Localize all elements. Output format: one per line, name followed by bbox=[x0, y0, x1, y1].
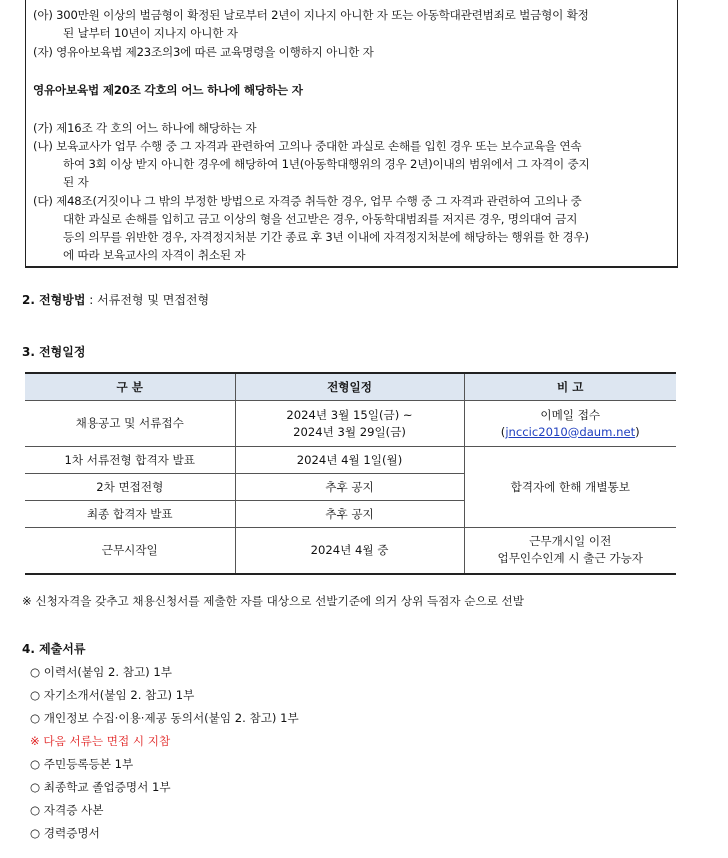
section-4-title: 4. 제출서류 bbox=[22, 642, 86, 656]
row-date: 2024년 4월 중 bbox=[235, 528, 464, 574]
row-label: 채용공고 및 서류접수 bbox=[25, 401, 235, 447]
section-2-screening-method bbox=[22, 291, 209, 308]
item-da-cont-1: 대한 과실로 손해를 입히고 금고 이상의 형을 선고받은 경우, 아동학대범죄를 저지른 경우, 명의대여 금지 bbox=[63, 212, 578, 226]
selection-footnote: ※ 신청자격을 갖추고 채용신청서를 제출한 자를 대상으로 선발기준에 의거 상위 득점자 순으로 선발 bbox=[22, 594, 524, 608]
section-2-title: 2. 전형방법 bbox=[22, 293, 86, 307]
row-note bbox=[464, 528, 676, 574]
document-item: ○ 경력증명서 bbox=[30, 826, 100, 840]
clause-a: (아) 300만원 이상의 벌금형이 확정된 날로부터 2년이 지나지 아니한 자 또는 아동학대관련범죄로 벌금형이 확정 bbox=[33, 8, 589, 22]
document-item: ○ 자격증 사본 bbox=[30, 803, 104, 817]
date-end: 2024년 3월 29일(금) bbox=[293, 424, 406, 439]
header-category: 구 분 bbox=[25, 373, 235, 401]
row-label: 2차 면접전형 bbox=[25, 474, 235, 501]
article20-heading: 영유아보육법 제20조 각호의 어느 하나에 해당하는 자 bbox=[33, 83, 303, 97]
schedule-header-row bbox=[25, 373, 676, 401]
header-schedule: 전형일정 bbox=[235, 373, 464, 401]
date-start: 2024년 3월 15일(금) ~ bbox=[286, 407, 413, 422]
note-line-1: 근무개시일 이전 bbox=[529, 534, 612, 549]
interview-documents-notice: ※ 다음 서류는 면접 시 지참 bbox=[30, 734, 171, 748]
section-2-colon: : bbox=[85, 293, 98, 307]
section-3-title: 3. 전형일정 bbox=[22, 345, 86, 359]
section-2-value: 서류전형 및 면접전형 bbox=[97, 293, 210, 307]
clause-ja: (자) 영유아보육법 제23조의3에 따른 교육명령을 이행하지 아니한 자 bbox=[33, 45, 374, 59]
document-item: ○ 자기소개서(붙임 2. 참고) 1부 bbox=[30, 688, 195, 702]
row-date: 2024년 4월 1일(월) bbox=[235, 447, 464, 474]
row-label: 1차 서류전형 합격자 발표 bbox=[25, 447, 235, 474]
document-item: ○ 개인정보 수집·이용·제공 동의서(붙임 2. 참고) 1부 bbox=[30, 711, 299, 725]
document-item: ○ 이력서(붙임 2. 참고) 1부 bbox=[30, 665, 172, 679]
item-da-cont-2: 등의 의무를 위반한 경우, 자격정지처분 기간 종료 후 3년 이내에 자격정지처분에 해당하는 행위를 한 경우) bbox=[63, 230, 589, 244]
clause-a-cont: 된 날부터 10년이 지나지 아니한 자 bbox=[63, 26, 238, 40]
row-date: 추후 공지 bbox=[235, 474, 464, 501]
item-da: (다) 제48조(거짓이나 그 밖의 부정한 방법으로 자격증 취득한 경우, 업무 수행 중 그 자격과 관련하여 고의나 중 bbox=[33, 194, 582, 208]
item-da-cont-3: 에 따라 보육교사의 자격이 취소된 자 bbox=[63, 248, 246, 262]
email-wrapper: (jnccic2010@daum.net) bbox=[500, 424, 640, 439]
row-date: 추후 공지 bbox=[235, 501, 464, 528]
row-label: 근무시작일 bbox=[25, 528, 235, 574]
table-row bbox=[25, 447, 676, 474]
email-note: 이메일 접수 bbox=[540, 407, 601, 422]
row-note bbox=[464, 401, 676, 447]
header-remarks: 비 고 bbox=[464, 373, 676, 401]
merged-note: 합격자에 한해 개별통보 bbox=[464, 447, 676, 528]
email-link[interactable]: jnccic2010@daum.net bbox=[505, 424, 636, 439]
document-item: ○ 주민등록등본 1부 bbox=[30, 757, 134, 771]
document-item: ○ 최종학교 졸업증명서 1부 bbox=[30, 780, 171, 794]
row-date bbox=[235, 401, 464, 447]
table-row bbox=[25, 528, 676, 574]
note-line-2: 업무인수인계 시 출근 가능자 bbox=[497, 551, 643, 566]
item-ga: (가) 제16조 각 호의 어느 하나에 해당하는 자 bbox=[33, 121, 257, 135]
row-label: 최종 합격자 발표 bbox=[25, 501, 235, 528]
item-na: (나) 보육교사가 업무 수행 중 그 자격과 관련하여 고의나 중대한 과실로 손해를 입힌 경우 또는 보수교육을 연속 bbox=[33, 139, 582, 153]
item-na-cont-2: 된 자 bbox=[63, 175, 89, 189]
item-na-cont-1: 하여 3회 이상 받지 아니한 경우에 해당하여 1년(아동학대행위의 경우 2년)이내의 범위에서 그 자격이 중지 bbox=[63, 157, 590, 171]
schedule-table bbox=[25, 372, 676, 575]
table-row bbox=[25, 401, 676, 447]
